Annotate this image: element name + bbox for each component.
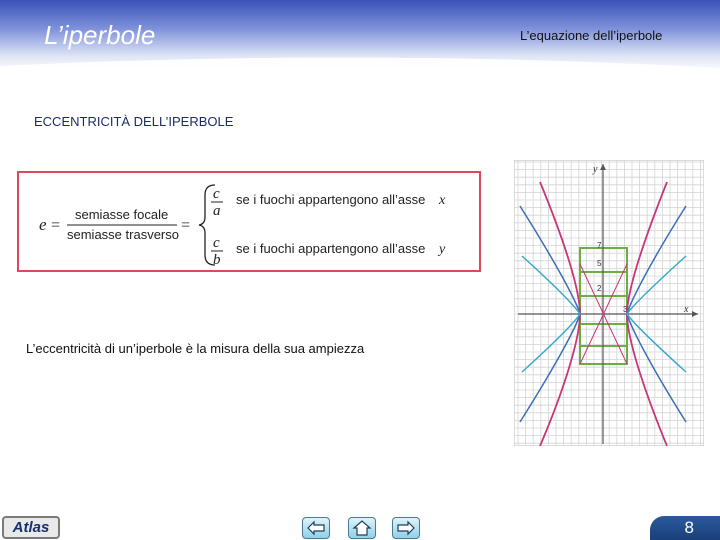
- case1-numerator: c: [213, 186, 220, 202]
- case1-text: se i fuochi appartengono all’asse: [236, 192, 426, 207]
- home-button[interactable]: [348, 517, 376, 539]
- formula-denominator: semiasse trasverso: [67, 227, 179, 242]
- case2-numerator: c: [213, 235, 220, 251]
- tick-y-2: 2: [597, 284, 602, 293]
- case2-denominator: b: [213, 252, 221, 268]
- header-wave: [0, 52, 720, 78]
- slide-subtitle: L’equazione dell’iperbole: [520, 28, 663, 43]
- page-number-tab: [650, 516, 720, 540]
- case2-var: y: [439, 242, 446, 257]
- slide-title: L’iperbole: [44, 20, 156, 50]
- atlas-logo: Atlas: [2, 516, 60, 539]
- tick-y-5: 5: [597, 259, 602, 268]
- eccentricity-formula-box: [17, 171, 481, 272]
- arrow-right-icon: [396, 520, 416, 536]
- case1-denominator: a: [213, 203, 221, 219]
- back-button[interactable]: [302, 517, 330, 539]
- tick-y-7: 7: [597, 241, 602, 250]
- home-icon: [352, 520, 372, 536]
- case2-text: se i fuochi appartengono all’asse: [236, 241, 426, 256]
- tick-x-3: 3: [623, 305, 628, 314]
- formula-eq-2: =: [181, 217, 191, 234]
- arrow-left-icon: [306, 520, 326, 536]
- eccentricity-formula: [19, 173, 479, 270]
- case1-var: x: [439, 193, 446, 208]
- header-bar: [0, 0, 720, 72]
- x-axis-label: x: [684, 304, 689, 315]
- formula-lhs: e: [39, 215, 47, 234]
- forward-button[interactable]: [392, 517, 420, 539]
- section-title: ECCENTRICITÀ DELL’IPERBOLE: [34, 114, 234, 129]
- formula-eq-1: =: [51, 217, 61, 234]
- body-text: L’eccentricità di un’iperbole è la misura della sua ampiezza: [26, 341, 365, 356]
- page-number: 8: [684, 518, 694, 537]
- formula-numerator: semiasse focale: [75, 207, 169, 222]
- y-axis-label: y: [593, 164, 598, 175]
- hyperbola-graph: [514, 160, 704, 446]
